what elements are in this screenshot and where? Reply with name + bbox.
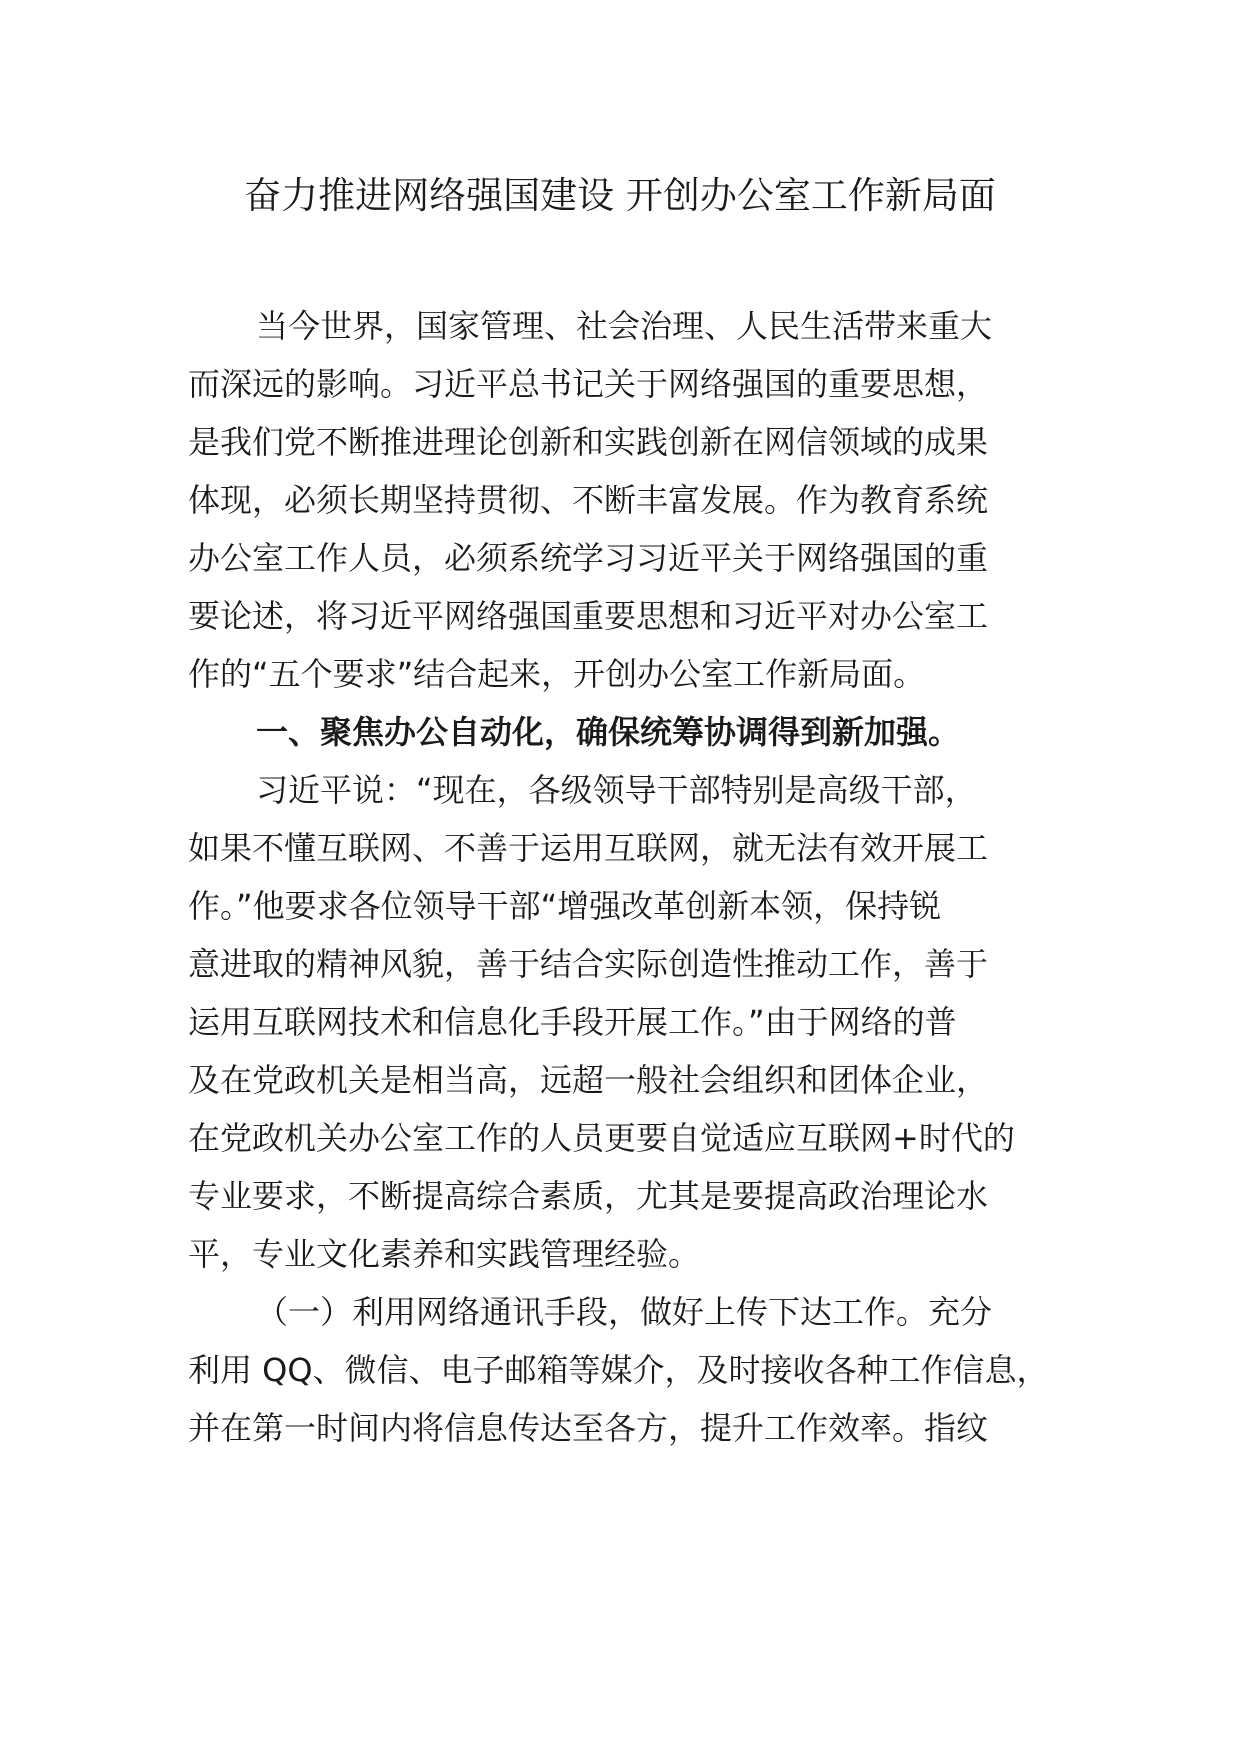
body-line: 专业要求，不断提高综合素质，尤其是要提高政治理论水 (188, 1177, 989, 1215)
body-line: 体现，必须长期坚持贯彻、不断丰富发展。作为教育系统 (188, 481, 989, 519)
body-line: 而深远的影响。习近平总书记关于网络强国的重要思想， (188, 365, 989, 403)
document-title: 奋力推进网络强国建设 开创办公室工作新局面 (244, 174, 996, 217)
section-heading: 一、聚焦办公自动化，确保统筹协调得到新加强。 (256, 713, 961, 751)
body-line: 利用 QQ、微信、电子邮箱等媒介，及时接收各种工作信息， (188, 1351, 1049, 1389)
body-line: 平，专业文化素养和实践管理经验。 (188, 1235, 701, 1273)
body-line: 及在党政机关是相当高，远超一般社会组织和团体企业， (188, 1061, 989, 1099)
body-line: 如果不懂互联网、不善于运用互联网，就无法有效开展工 (188, 829, 989, 867)
body-line: 习近平说：“现在，各级领导干部特别是高级干部， (256, 771, 977, 809)
body-line: 并在第一时间内将信息传达至各方，提升工作效率。指纹 (188, 1409, 989, 1447)
body-line: 意进取的精神风貌，善于结合实际创造性推动工作，善于 (188, 945, 989, 983)
body-line: 是我们党不断推进理论创新和实践创新在网信领域的成果 (188, 423, 989, 461)
body-line: 在党政机关办公室工作的人员更要自觉适应互联网+时代的 (188, 1119, 1015, 1157)
body-line: 要论述，将习近平网络强国重要思想和习近平对办公室工 (188, 597, 989, 635)
body-line: 运用互联网技术和信息化手段开展工作。”由于网络的普 (188, 1003, 957, 1041)
body-line: 作。”他要求各位领导干部“增强改革创新本领，保持锐 (188, 887, 942, 925)
body-line: （一）利用网络通讯手段，做好上传下达工作。充分 (256, 1293, 993, 1331)
body-line: 办公室工作人员，必须系统学习习近平关于网络强国的重 (188, 539, 989, 577)
body-line: 作的“五个要求”结合起来，开创办公室工作新局面。 (188, 655, 926, 693)
body-line: 当今世界，国家管理、社会治理、人民生活带来重大 (256, 307, 993, 345)
